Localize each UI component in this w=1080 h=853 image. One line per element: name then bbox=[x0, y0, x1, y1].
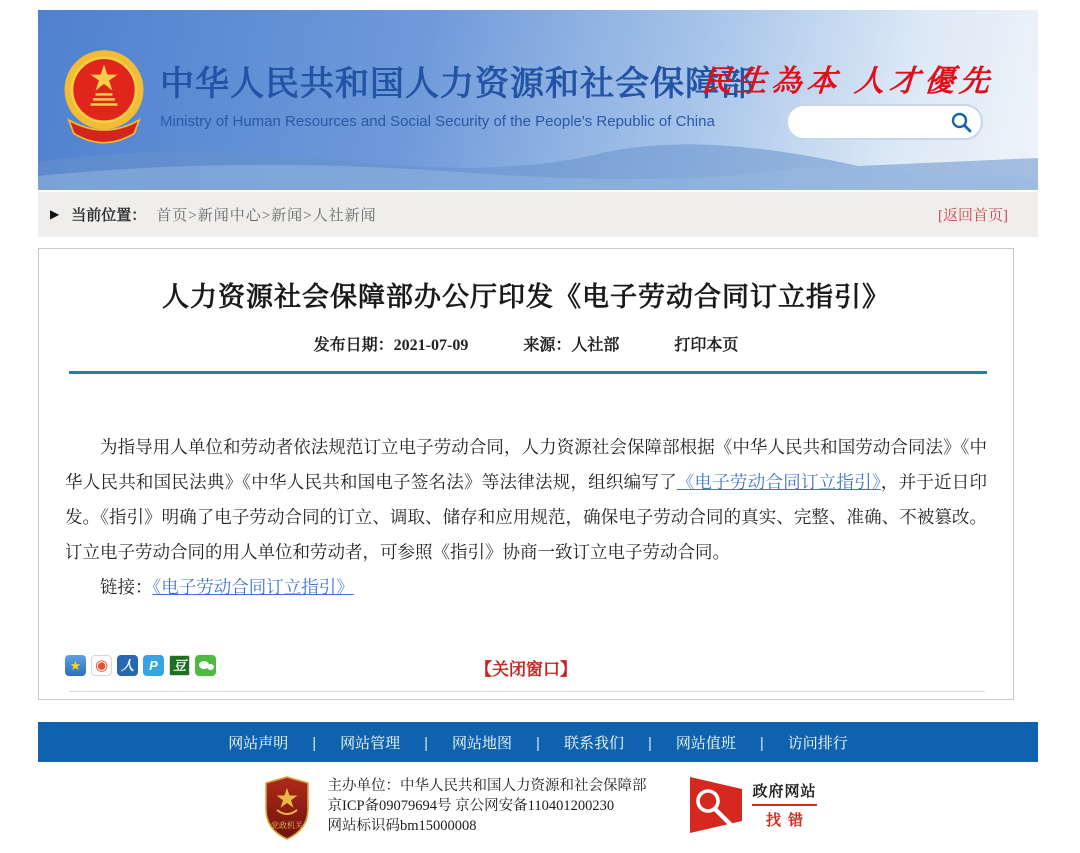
footer-info bbox=[0, 776, 1080, 840]
tencent-weibo-glyph: P bbox=[149, 658, 158, 673]
footer-link-visit-ranking[interactable]: | 访问排行 bbox=[736, 732, 848, 753]
article-footer bbox=[65, 655, 987, 679]
article-bottom-divider bbox=[69, 691, 985, 692]
wechat-share-icon[interactable] bbox=[195, 655, 216, 676]
publish-date bbox=[314, 332, 469, 355]
breadcrumb-arrow-icon: ▶ bbox=[50, 207, 60, 221]
return-home-link[interactable]: [返回首页] bbox=[938, 208, 1008, 224]
attachment-label: 链接： bbox=[100, 577, 153, 597]
publish-date-label: 发布日期： bbox=[313, 337, 394, 354]
weibo-glyph: ◉ bbox=[94, 657, 109, 674]
org-name-english: Ministry of Human Resources and Social Security of the People's Republic of China bbox=[160, 113, 715, 130]
article-paragraph bbox=[65, 430, 987, 570]
source-value: 人社部 bbox=[571, 337, 620, 354]
footer-link-site-map[interactable]: | 网站地图 bbox=[400, 732, 512, 753]
footer-icp-line: 京ICP备09079694号 京公网安备110401200230 bbox=[327, 798, 615, 814]
douban-glyph: 豆 bbox=[172, 658, 186, 673]
sina-weibo-share-icon[interactable] bbox=[91, 655, 112, 676]
close-window-button[interactable]: 【关闭窗口】 bbox=[475, 660, 577, 679]
breadcrumb-path[interactable]: 首页>新闻中心>新闻>人社新闻 bbox=[156, 208, 377, 224]
renren-glyph: 人 bbox=[120, 658, 134, 673]
wechat-bubbles-glyph bbox=[199, 661, 209, 669]
publish-date-value: 2021-07-09 bbox=[393, 337, 469, 354]
party-government-badge-icon[interactable] bbox=[263, 776, 311, 840]
org-name-chinese: 中华人民共和国人力资源和社会保障部 bbox=[160, 65, 755, 103]
source-label: 来源： bbox=[523, 337, 572, 354]
article-source bbox=[523, 332, 619, 355]
article-body bbox=[65, 430, 987, 605]
article-title: 人力资源社会保障部办公厅印发《电子劳动合同订立指引》 bbox=[162, 282, 890, 312]
org-title-block bbox=[160, 56, 755, 130]
footer-nav-bar bbox=[38, 722, 1038, 762]
guideline-inline-link[interactable]: 《电子劳动合同订立指引》 bbox=[676, 472, 881, 492]
footer-host-info bbox=[327, 776, 646, 836]
article-panel bbox=[38, 248, 1014, 700]
breadcrumb-label: 当前位置： bbox=[71, 208, 147, 224]
attachment-line bbox=[65, 570, 987, 605]
national-emblem-logo bbox=[62, 46, 146, 152]
qzone-glyph: ★ bbox=[69, 658, 82, 673]
search-input[interactable] bbox=[802, 109, 949, 135]
qzone-share-icon[interactable] bbox=[65, 655, 86, 676]
footer-link-contact-us[interactable]: | 联系我们 bbox=[512, 732, 624, 753]
footer-site-code-line: 网站标识码bm15000008 bbox=[327, 818, 477, 834]
error-report-badge-text bbox=[752, 780, 816, 830]
party-badge-label: 党政机关 bbox=[271, 821, 304, 830]
share-icons-row bbox=[65, 655, 216, 676]
article-meta bbox=[39, 332, 1013, 355]
footer-link-site-management[interactable]: | 网站管理 bbox=[288, 732, 400, 753]
footer-host-line: 主办单位：中华人民共和国人力资源和社会保障部 bbox=[327, 778, 647, 794]
print-page-link[interactable]: 打印本页 bbox=[674, 337, 739, 354]
paragraph-text-after: ，并于近日印发。《指引》明确了电子劳动合同的订立、调取、储存和应用规范，确保电子劳动合同的真实、完整、准确、不被篡改。订立电子劳动合同的用人单位和劳动者，可参照《指引》协商一致订立电子劳动合同。 bbox=[65, 472, 988, 562]
error-report-flag-icon bbox=[688, 776, 744, 834]
error-badge-subtitle: 找错 bbox=[765, 812, 810, 829]
footer-link-site-statement[interactable]: 网站声明 bbox=[228, 734, 289, 752]
site-header-banner bbox=[38, 10, 1038, 190]
error-badge-title: 政府网站 bbox=[752, 780, 816, 806]
tencent-weibo-share-icon[interactable] bbox=[143, 655, 164, 676]
title-divider bbox=[69, 371, 987, 374]
footer-link-site-duty[interactable]: | 网站值班 bbox=[624, 732, 736, 753]
search-box bbox=[786, 104, 983, 140]
gov-site-error-report-badge[interactable] bbox=[688, 776, 816, 834]
paragraph-text-before: 为指导用人单位和劳动者依法规范订立电子劳动合同，人力资源社会保障部根据《中华人民共和国劳动合同法》《中华人民共和国民法典》《中华人民共和国电子签名法》等法律法规，组织编写了 bbox=[65, 437, 987, 492]
slogan-calligraphy: 民生為本 人才優先 bbox=[700, 65, 995, 98]
renren-share-icon[interactable] bbox=[117, 655, 138, 676]
breadcrumb-bar bbox=[38, 192, 1038, 237]
guideline-attachment-link[interactable]: 《电子劳动合同订立指引》 bbox=[152, 577, 354, 597]
douban-share-icon[interactable] bbox=[169, 655, 190, 676]
page bbox=[0, 10, 1080, 853]
search-icon[interactable] bbox=[949, 110, 973, 134]
